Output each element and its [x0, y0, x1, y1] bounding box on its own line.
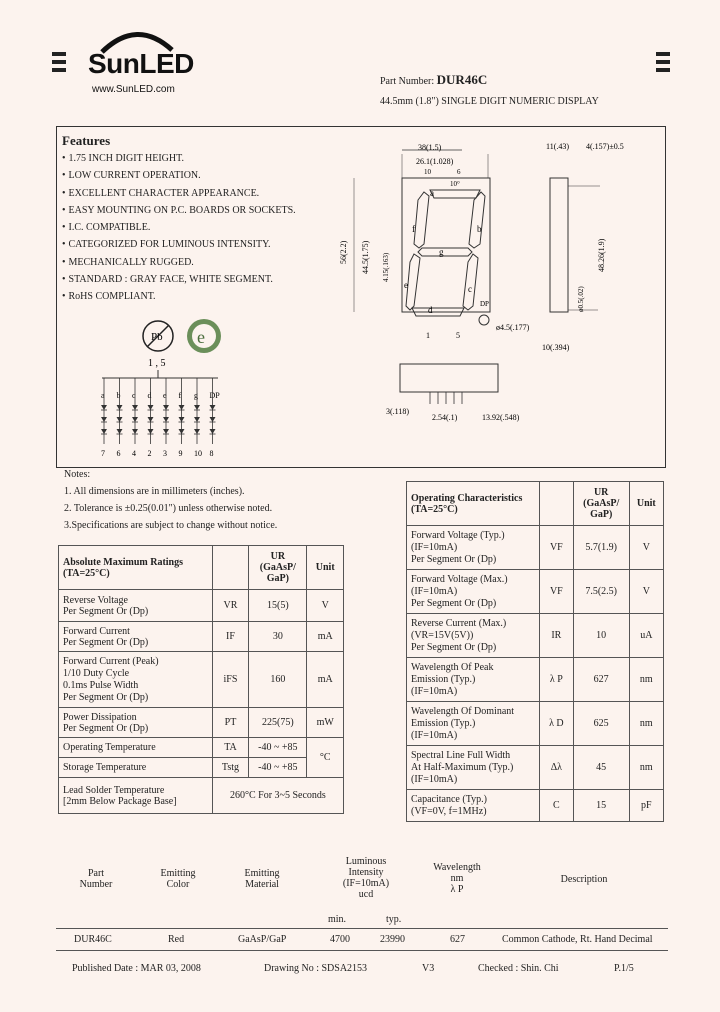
- diode-icon: [148, 417, 154, 422]
- diode-icon: [163, 405, 169, 410]
- left-bars-icon: [52, 52, 66, 76]
- abs-row-val: 160: [249, 652, 307, 708]
- dim-seg-height: 4.15(.163): [382, 252, 390, 282]
- seg-label-g: g: [439, 247, 444, 257]
- pin-number: 10: [194, 449, 202, 458]
- diode-icon: [117, 405, 123, 410]
- sel-divider: [56, 928, 668, 929]
- abs-row-sym: Tstg: [212, 758, 248, 778]
- abs-row-sym: VR: [212, 590, 248, 622]
- feature-item: • I.C. COMPATIBLE.: [62, 219, 322, 236]
- sel-wavelength: 627: [450, 934, 465, 945]
- sel-col-material: Emitting Material: [244, 868, 280, 890]
- op-row-param: Capacitance (Typ.) (VF=0V, f=1MHz): [407, 790, 540, 822]
- op-row-sym: λ P: [539, 658, 573, 702]
- footer-published: Published Date : MAR 03, 2008: [72, 963, 201, 974]
- pin-label-c: c: [132, 391, 136, 400]
- front-view-drawing: [340, 140, 540, 350]
- pin-number: 2: [147, 449, 152, 458]
- diode-icon: [210, 417, 216, 422]
- abs-row-unit: mW: [307, 708, 344, 738]
- abs-max-col-ur: UR (GaAsP/ GaP): [249, 546, 307, 590]
- diode-icon: [163, 429, 169, 434]
- feature-item: • CATEGORIZED FOR LUMINOUS INTENSITY.: [62, 236, 322, 253]
- segment-a: [430, 190, 480, 198]
- abs-row-val: -40 ~ +85: [249, 738, 307, 758]
- abs-row-sym: PT: [212, 708, 248, 738]
- sel-part: DUR46C: [74, 934, 112, 945]
- diode-icon: [101, 429, 107, 434]
- abs-row-param: Forward Current (Peak) 1/10 Duty Cycle 0.1ms Pulse Width Per Segment Or (Dp): [59, 652, 213, 708]
- op-char-col-unit: Unit: [629, 482, 663, 526]
- selection-guide: [56, 852, 668, 952]
- pin-label-a: a: [101, 391, 105, 400]
- op-row-param: Forward Voltage (Max.) (IF=10mA) Per Segment Or (Dp): [407, 570, 540, 614]
- angle-label: 10°: [450, 180, 460, 188]
- segment-f: [414, 192, 429, 248]
- abs-row-param: Storage Temperature: [59, 758, 213, 778]
- pin-schematic: [90, 352, 230, 462]
- seg-label-e: e: [404, 280, 408, 290]
- abs-row-sym: iFS: [212, 652, 248, 708]
- op-row-param: Wavelength Of Dominant Emission (Typ.) (IF=10mA): [407, 702, 540, 746]
- sel-col-wavelength: Wavelength nm λ P: [433, 862, 481, 895]
- bottom-view-drawing: [382, 360, 562, 420]
- feature-item: • MECHANICALLY RUGGED.: [62, 254, 322, 271]
- feature-item: • EASY MOUNTING ON P.C. BOARDS OR SOCKETS.: [62, 202, 322, 219]
- diode-icon: [117, 417, 123, 422]
- abs-row-param: Reverse Voltage Per Segment Or (Dp): [59, 590, 213, 622]
- dim-side-h: 48.26(1.9): [597, 238, 606, 272]
- op-row-val: 15: [573, 790, 629, 822]
- common-pins-label: 1 , 5: [148, 358, 166, 369]
- features-title: Features: [62, 133, 111, 148]
- pin6-label: 6: [457, 168, 461, 176]
- sel-typ: 23990: [380, 934, 405, 945]
- diode-icon: [194, 417, 200, 422]
- op-row-sym: VF: [539, 526, 573, 570]
- abs-row-val: 15(5): [249, 590, 307, 622]
- feature-item: • RoHS COMPLIANT.: [62, 288, 322, 305]
- diode-icon: [148, 405, 154, 410]
- abs-max-title: Absolute Maximum Ratings (TA=25°C): [59, 546, 213, 590]
- abs-row-param: Lead Solder Temperature [2mm Below Package Base]: [59, 778, 213, 814]
- sel-col-part: Part Number: [79, 868, 113, 890]
- eco-icon: [184, 316, 224, 356]
- sel-col-desc: Description: [560, 874, 608, 885]
- abs-row-param: Operating Temperature: [59, 738, 213, 758]
- diode-icon: [148, 429, 154, 434]
- abs-row-unit: V: [307, 590, 344, 622]
- abs-row-val: 260°C For 3~5 Seconds: [212, 778, 343, 814]
- feature-item: • EXCELLENT CHARACTER APPEARANCE.: [62, 185, 322, 202]
- op-row-param: Spectral Line Full Width At Half-Maximum (Typ.) (IF=10mA): [407, 746, 540, 790]
- diode-icon: [194, 405, 200, 410]
- note-item: 2. Tolerance is ±0.25(0.01") unless otherwise noted.: [64, 503, 273, 514]
- op-row-val: 7.5(2.5): [573, 570, 629, 614]
- abs-row-sym: TA: [212, 738, 248, 758]
- pin-number: 9: [178, 449, 183, 458]
- note-item: 1. All dimensions are in millimeters (inches).: [64, 486, 245, 497]
- op-row-param: Reverse Current (Max.) (VR=15V(5V)) Per Segment Or (Dp): [407, 614, 540, 658]
- dim-inner-width: 26.1(1.028): [416, 157, 454, 166]
- feature-item: • STANDARD : GRAY FACE, WHITE SEGMENT.: [62, 271, 322, 288]
- dim-pin-h: 3(.118): [386, 407, 410, 416]
- pin-label-e: e: [163, 391, 167, 400]
- sel-color: Red: [168, 934, 185, 945]
- diode-icon: [210, 429, 216, 434]
- subtitle: 44.5mm (1.8") SINGLE DIGIT NUMERIC DISPLAY: [380, 96, 599, 107]
- dim-width: 38(1.5): [418, 143, 442, 152]
- footer-page: P.1/5: [614, 963, 634, 974]
- op-row-sym: Δλ: [539, 746, 573, 790]
- dim-side-base: 10(.394): [542, 343, 570, 352]
- segment-b: [469, 192, 485, 248]
- features-list: [62, 150, 322, 306]
- abs-row-unit: °C: [307, 738, 344, 778]
- pb-free-icon: [140, 318, 176, 354]
- part-number-line: [380, 72, 487, 88]
- op-row-unit: pF: [629, 790, 663, 822]
- seg-label-c: c: [468, 284, 472, 294]
- diode-icon: [117, 429, 123, 434]
- seg-label-dp: DP: [480, 300, 489, 308]
- notes: [64, 466, 277, 534]
- op-row-unit: nm: [629, 658, 663, 702]
- op-row-param: Wavelength Of Peak Emission (Typ.) (IF=10mA): [407, 658, 540, 702]
- pin-label-g: g: [194, 391, 198, 400]
- dim-dp-dia: ø4.5(.177): [496, 323, 530, 332]
- footer-version: V3: [422, 963, 435, 974]
- pin-number: 4: [132, 449, 136, 458]
- op-row-unit: V: [629, 526, 663, 570]
- sel-sub-typ: typ.: [386, 914, 402, 925]
- dim-height: 56(2.2): [339, 240, 348, 264]
- pin-number: 7: [101, 449, 105, 458]
- abs-max-table: [58, 545, 344, 814]
- side-view-drawing: [540, 140, 664, 355]
- diode-icon: [132, 405, 138, 410]
- pin-number: 6: [116, 449, 121, 458]
- dim-pin-pitch: 2.54(.1): [432, 413, 458, 422]
- pin-number: 3: [163, 449, 167, 458]
- footer-drawing: Drawing No : SDSA2153: [264, 963, 368, 974]
- pb-label: Pb: [151, 331, 163, 343]
- op-row-val: 5.7(1.9): [573, 526, 629, 570]
- op-row-sym: λ D: [539, 702, 573, 746]
- diode-icon: [194, 429, 200, 434]
- segment-dp: [479, 315, 489, 325]
- op-row-val: 625: [573, 702, 629, 746]
- sel-col-color: Emitting Color: [160, 868, 196, 890]
- pin-number: 8: [209, 449, 214, 458]
- pin-label-dp: DP: [209, 391, 220, 400]
- right-bars-icon: [656, 52, 670, 76]
- pin-label-d: d: [147, 391, 152, 400]
- pin5-label: 5: [456, 331, 460, 340]
- brand-url[interactable]: www.SunLED.com: [92, 84, 175, 95]
- op-row-val: 10: [573, 614, 629, 658]
- dim-side-pitch: ø0.5(.02): [577, 286, 585, 312]
- pin10-label: 10: [424, 168, 431, 176]
- op-char-title: Operating Characteristics (TA=25°C): [407, 482, 540, 526]
- sel-sub-min: min.: [328, 914, 347, 925]
- dim-digit-height: 44.5(1.75): [361, 240, 370, 274]
- op-row-unit: nm: [629, 746, 663, 790]
- op-row-param: Forward Voltage (Typ.) (IF=10mA) Per Segment Or (Dp): [407, 526, 540, 570]
- pin1-label: 1: [426, 331, 430, 340]
- segment-e: [406, 254, 420, 310]
- feature-item: • LOW CURRENT OPERATION.: [62, 167, 322, 184]
- op-row-val: 45: [573, 746, 629, 790]
- diode-icon: [179, 417, 185, 422]
- op-row-sym: IR: [539, 614, 573, 658]
- op-row-val: 627: [573, 658, 629, 702]
- brand-logo: SunLED: [88, 48, 194, 79]
- part-number-label: Part Number:: [380, 76, 435, 87]
- diode-icon: [163, 417, 169, 422]
- op-row-sym: VF: [539, 570, 573, 614]
- segment-g: [418, 248, 472, 256]
- seg-label-b: b: [477, 224, 482, 234]
- note-item: 3.Specifications are subject to change without notice.: [64, 520, 278, 531]
- abs-row-val: 225(75): [249, 708, 307, 738]
- op-row-unit: nm: [629, 702, 663, 746]
- seg-label-f: f: [412, 224, 415, 234]
- sel-material: GaAsP/GaP: [238, 934, 287, 945]
- eco-label: e: [197, 327, 205, 347]
- diode-icon: [101, 405, 107, 410]
- op-char-col-ur: UR (GaAsP/ GaP): [573, 482, 629, 526]
- diode-icon: [132, 429, 138, 434]
- abs-row-val: -40 ~ +85: [249, 758, 307, 778]
- seg-label-a: a: [430, 188, 434, 198]
- dim-side-top: 4(.157)±0.5: [586, 142, 624, 151]
- abs-row-val: 30: [249, 622, 307, 652]
- segment-c: [463, 254, 478, 310]
- part-number: DUR46C: [436, 72, 488, 87]
- sel-desc: Common Cathode, Rt. Hand Decimal: [502, 934, 653, 945]
- diode-icon: [179, 429, 185, 434]
- abs-row-param: Forward Current Per Segment Or (Dp): [59, 622, 213, 652]
- pin-label-b: b: [116, 391, 121, 400]
- seg-label-d: d: [428, 305, 433, 315]
- pin-columns: [101, 378, 220, 458]
- diode-icon: [179, 405, 185, 410]
- diode-icon: [101, 417, 107, 422]
- sel-min: 4700: [330, 934, 350, 945]
- abs-row-unit: mA: [307, 622, 344, 652]
- dim-pin-span: 13.92(.548): [482, 413, 520, 422]
- abs-row-param: Power Dissipation Per Segment Or (Dp): [59, 708, 213, 738]
- dim-side-w: 11(.43): [546, 142, 570, 151]
- sel-divider: [56, 950, 668, 951]
- sel-col-intensity: Luminous Intensity (IF=10mA) ucd: [342, 856, 390, 900]
- abs-row-unit: mA: [307, 652, 344, 708]
- op-row-unit: V: [629, 570, 663, 614]
- pin-label-f: f: [178, 391, 182, 400]
- feature-item: • 1.75 INCH DIGIT HEIGHT.: [62, 150, 322, 167]
- op-row-sym: C: [539, 790, 573, 822]
- abs-row-sym: IF: [212, 622, 248, 652]
- diode-icon: [132, 417, 138, 422]
- diode-icon: [210, 405, 216, 410]
- abs-max-col-unit: Unit: [307, 546, 344, 590]
- footer-checked: Checked : Shin. Chi: [478, 963, 559, 974]
- notes-title: Notes:: [64, 469, 91, 480]
- op-row-unit: uA: [629, 614, 663, 658]
- op-char-table: [406, 481, 664, 822]
